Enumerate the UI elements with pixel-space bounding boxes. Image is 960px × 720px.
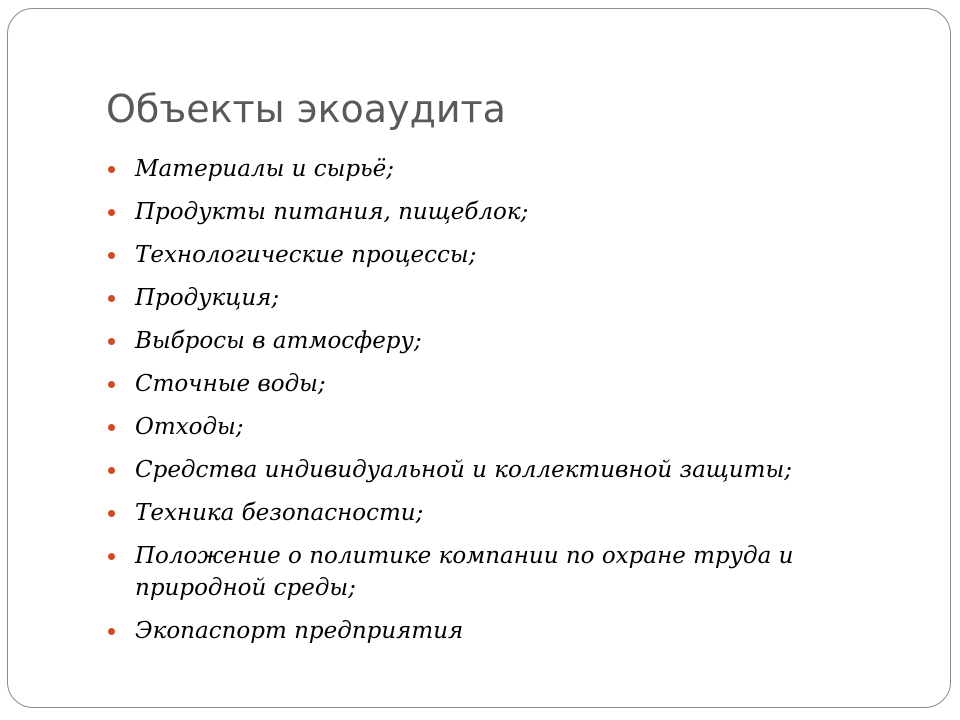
list-item-text: Отходы; [135, 414, 244, 440]
list-item [108, 239, 908, 271]
bullet-icon [108, 338, 115, 345]
bullet-icon [108, 510, 115, 517]
list-item [108, 325, 908, 357]
list-item [108, 615, 908, 647]
list-item-text: Продукция; [135, 285, 280, 311]
bullet-icon [108, 424, 115, 431]
list-item [108, 368, 908, 400]
list-item [108, 282, 908, 314]
list-item-text: Выбросы в атмосферу; [135, 328, 422, 354]
bullet-icon [108, 166, 115, 173]
bullet-icon [108, 553, 115, 560]
bullet-icon [108, 628, 115, 635]
list-item-text: Продукты питания, пищеблок; [135, 199, 529, 225]
list-item-text: Материалы и сырьё; [135, 156, 394, 182]
list-item [108, 497, 908, 529]
list-item [108, 540, 908, 604]
list-item [108, 196, 908, 228]
bullet-icon [108, 252, 115, 259]
slide-title: Объекты экоаудита [106, 87, 506, 131]
list-item [108, 153, 908, 185]
bullet-icon [108, 209, 115, 216]
list-item-text: Сточные воды; [135, 371, 326, 397]
list-item-text: Технологические процессы; [135, 242, 477, 268]
bullet-icon [108, 381, 115, 388]
bullet-list [108, 153, 908, 658]
list-item-text: Техника безопасности; [135, 500, 424, 526]
bullet-icon [108, 467, 115, 474]
list-item-text: Положение о политике компании по охране труда и природной среды; [135, 543, 794, 601]
list-item [108, 454, 908, 486]
list-item [108, 411, 908, 443]
list-item-text: Средства индивидуальной и коллективной защиты; [135, 457, 792, 483]
list-item-text: Экопаспорт предприятия [135, 618, 464, 644]
bullet-icon [108, 295, 115, 302]
